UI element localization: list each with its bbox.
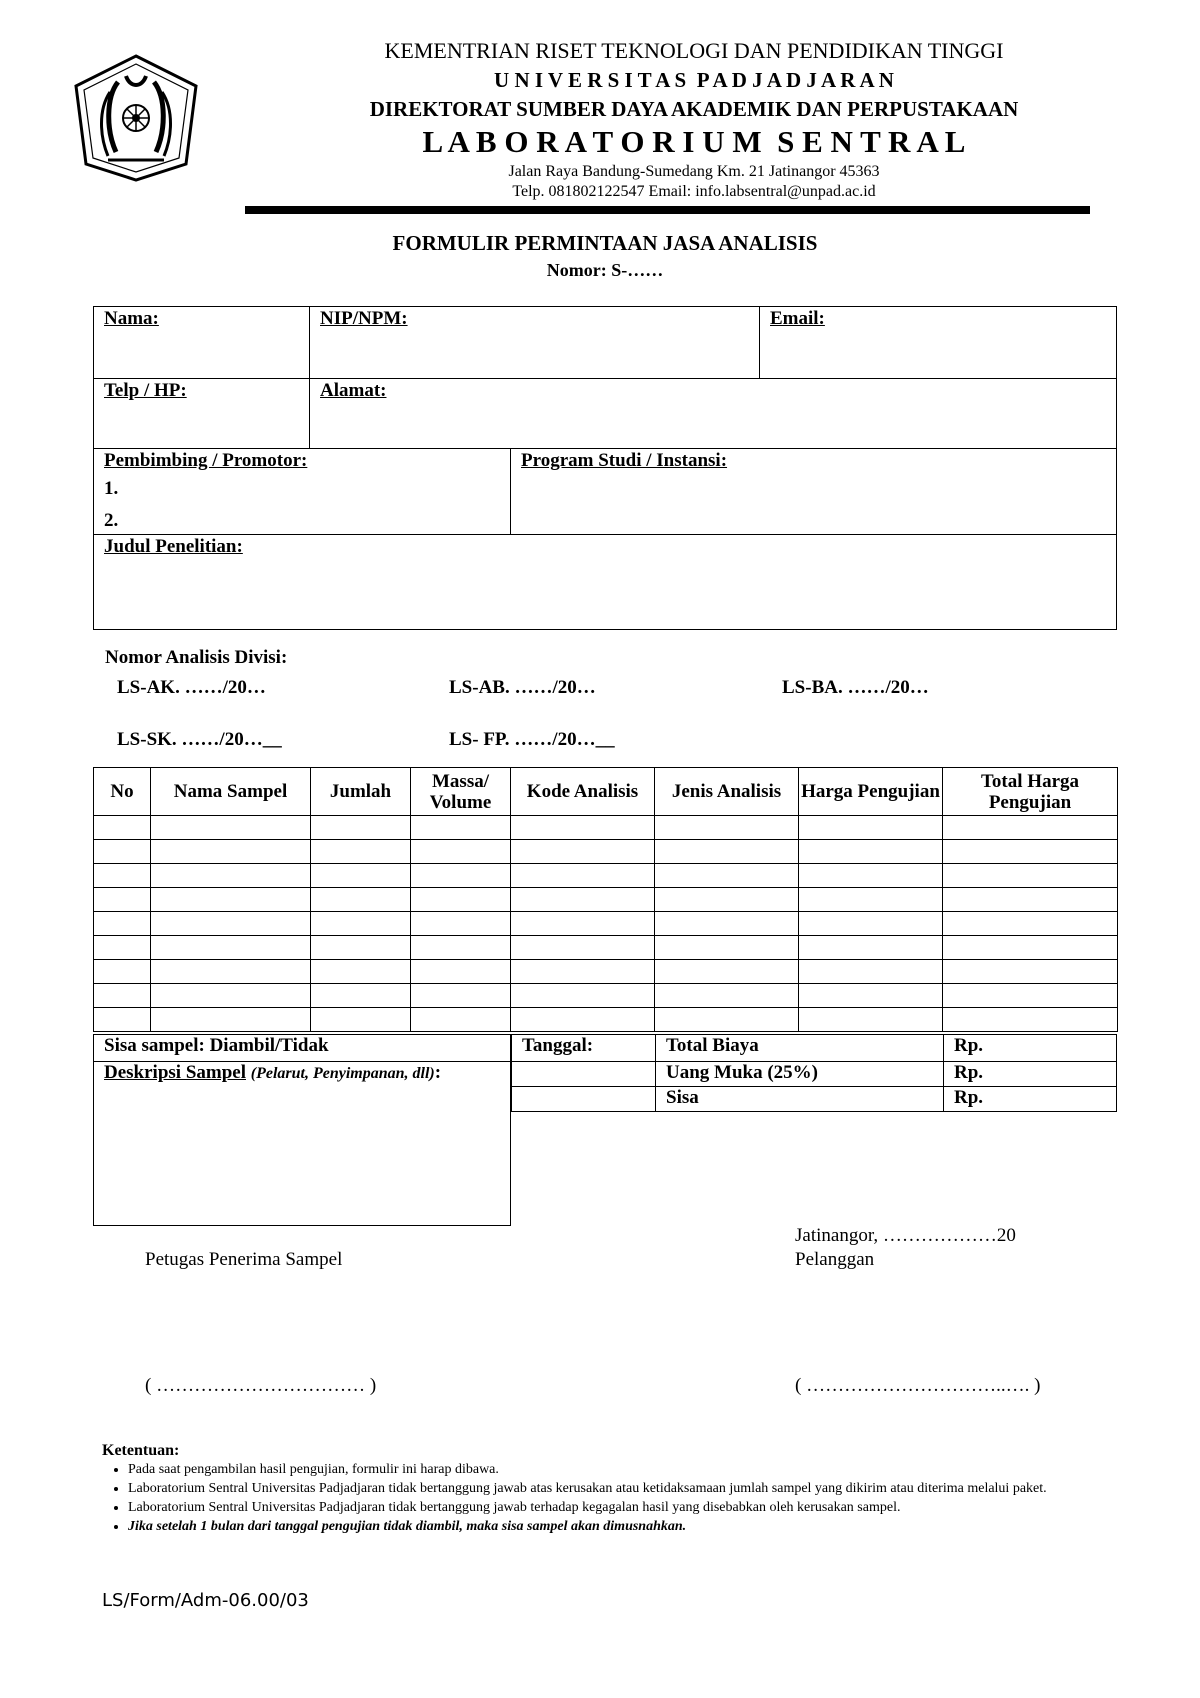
- place-date: Jatinangor, ………………20: [795, 1225, 1016, 1246]
- table-cell[interactable]: [799, 888, 943, 912]
- table-row: [94, 816, 1118, 840]
- table-cell[interactable]: [151, 936, 311, 960]
- table-cell[interactable]: [94, 840, 151, 864]
- table-cell[interactable]: [94, 1008, 151, 1032]
- petugas-label: Petugas Penerima Sampel: [145, 1249, 343, 1270]
- table-cell[interactable]: [411, 840, 511, 864]
- table-cell[interactable]: [94, 984, 151, 1008]
- table-cell[interactable]: [94, 960, 151, 984]
- table-cell[interactable]: [943, 984, 1118, 1008]
- alamat-field[interactable]: Alamat:: [320, 380, 387, 401]
- table-cell[interactable]: [151, 864, 311, 888]
- table-cell[interactable]: [151, 912, 311, 936]
- uang-muka-label: Uang Muka (25%): [666, 1062, 819, 1083]
- table-cell[interactable]: [151, 984, 311, 1008]
- table-cell[interactable]: [151, 1008, 311, 1032]
- sample-table-body: [94, 816, 1118, 1032]
- table-cell[interactable]: [511, 888, 655, 912]
- table-row: [94, 936, 1118, 960]
- table-cell[interactable]: [799, 864, 943, 888]
- form-code: LS/Form/Adm-06.00/03: [102, 1590, 309, 1611]
- table-cell[interactable]: [94, 864, 151, 888]
- table-cell[interactable]: [411, 936, 511, 960]
- table-cell[interactable]: [411, 864, 511, 888]
- table-cell[interactable]: [411, 984, 511, 1008]
- col-header-total-harga: Total Harga Pengujian: [943, 768, 1118, 816]
- uang-muka-rp[interactable]: Rp.: [954, 1062, 984, 1083]
- telp-field[interactable]: Telp / HP:: [104, 380, 187, 401]
- header-divider: [245, 206, 1090, 214]
- table-row: [94, 864, 1118, 888]
- division-ls-ab: LS-AB. ……/20…: [449, 677, 596, 698]
- division-ls-ak: LS-AK. ……/20…: [117, 677, 266, 698]
- nip-npm-field[interactable]: NIP/NPM:: [320, 308, 408, 329]
- table-cell[interactable]: [311, 840, 411, 864]
- note-item: • Jika setelah 1 bulan dari tanggal pengujian tidak diambil, maka sisa sampel akan dimusnahkan.: [128, 1517, 1143, 1536]
- table-cell[interactable]: [511, 984, 655, 1008]
- col-header-massa-volume: Massa/ Volume: [411, 768, 511, 816]
- col-header-kode-analisis: Kode Analisis: [511, 768, 655, 816]
- table-cell[interactable]: [511, 864, 655, 888]
- table-cell[interactable]: [311, 888, 411, 912]
- form-number: Nomor: S-……: [546, 260, 664, 280]
- table-cell[interactable]: [799, 912, 943, 936]
- sisa-sampel-label: Sisa sampel: Diambil/Tidak: [104, 1035, 329, 1056]
- table-cell[interactable]: [655, 960, 799, 984]
- table-cell[interactable]: [655, 984, 799, 1008]
- division-title: Nomor Analisis Divisi:: [105, 647, 288, 668]
- table-cell[interactable]: [655, 936, 799, 960]
- table-cell[interactable]: [511, 936, 655, 960]
- table-cell[interactable]: [94, 888, 151, 912]
- table-cell[interactable]: [94, 936, 151, 960]
- ministry-name: KEMENTRIAN RISET TEKNOLOGI DAN PENDIDIKAN TINGGI: [384, 38, 1004, 63]
- table-cell[interactable]: [655, 888, 799, 912]
- division-ls-sk: LS-SK. ……/20…__: [117, 729, 282, 750]
- university-name: U N I V E R S I T A S P A D J A D J A R A N: [494, 68, 894, 92]
- pembimbing-field[interactable]: Pembimbing / Promotor:: [104, 450, 308, 471]
- table-cell[interactable]: [655, 816, 799, 840]
- table-cell[interactable]: [943, 864, 1118, 888]
- table-cell[interactable]: [311, 960, 411, 984]
- table-cell[interactable]: [311, 912, 411, 936]
- pembimbing-1: 1.: [104, 478, 119, 499]
- lab-name: L A B O R A T O R I U M S E N T R A L: [422, 124, 966, 159]
- table-row: [94, 912, 1118, 936]
- table-row: [94, 888, 1118, 912]
- pelanggan-label: Pelanggan: [795, 1249, 875, 1270]
- note-item: • Pada saat pengambilan hasil pengujian, formulir ini harap dibawa.: [128, 1460, 1143, 1479]
- table-cell[interactable]: [943, 1008, 1118, 1032]
- table-cell[interactable]: [151, 960, 311, 984]
- notes-list: [102, 1460, 1143, 1536]
- deskripsi-sampel-label: Deskripsi Sampel: [104, 1062, 246, 1083]
- table-cell[interactable]: [311, 816, 411, 840]
- table-cell[interactable]: [151, 816, 311, 840]
- pembimbing-2: 2.: [104, 510, 119, 531]
- table-cell[interactable]: [943, 936, 1118, 960]
- table-cell[interactable]: [799, 936, 943, 960]
- total-biaya-label: Total Biaya: [666, 1035, 759, 1056]
- tanggal-label: Tanggal:: [522, 1035, 594, 1056]
- table-row: [94, 840, 1118, 864]
- table-cell[interactable]: [411, 816, 511, 840]
- table-cell[interactable]: [655, 912, 799, 936]
- form-title: FORMULIR PERMINTAAN JASA ANALISIS: [392, 231, 818, 255]
- table-cell[interactable]: [943, 960, 1118, 984]
- table-cell[interactable]: [311, 1008, 411, 1032]
- table-cell[interactable]: [799, 816, 943, 840]
- table-cell[interactable]: [655, 840, 799, 864]
- table-cell[interactable]: [411, 888, 511, 912]
- total-biaya-rp[interactable]: Rp.: [954, 1035, 984, 1056]
- table-row: [94, 984, 1118, 1008]
- table-cell[interactable]: [799, 840, 943, 864]
- table-cell[interactable]: [151, 888, 311, 912]
- table-cell[interactable]: [311, 864, 411, 888]
- table-header-row: [94, 768, 1118, 816]
- table-cell[interactable]: [151, 840, 311, 864]
- table-cell[interactable]: [799, 1008, 943, 1032]
- col-header-no: No: [94, 768, 151, 816]
- table-cell[interactable]: [94, 816, 151, 840]
- table-cell[interactable]: [511, 1008, 655, 1032]
- deskripsi-sampel-colon: :: [434, 1062, 442, 1083]
- lab-address: Jalan Raya Bandung-Sumedang Km. 21 Jatinangor 45363: [508, 163, 880, 180]
- note-item: • Laboratorium Sentral Universitas Padjadjaran tidak bertanggung jawab terhadap kegagalan hasil yang disebabkan oleh kerusakan sampel.: [128, 1498, 1143, 1517]
- table-cell[interactable]: [411, 960, 511, 984]
- table-cell[interactable]: [511, 816, 655, 840]
- sisa-label: Sisa: [666, 1087, 699, 1108]
- table-row: [94, 960, 1118, 984]
- notes-title: Ketentuan:: [102, 1442, 180, 1459]
- table-cell[interactable]: [799, 984, 943, 1008]
- table-cell[interactable]: [943, 912, 1118, 936]
- col-header-harga-pengujian: Harga Pengujian: [799, 768, 943, 816]
- table-cell[interactable]: [311, 984, 411, 1008]
- petugas-signature-blank[interactable]: ( …………………………… ): [145, 1375, 377, 1396]
- table-cell[interactable]: [311, 936, 411, 960]
- directorate-name: DIREKTORAT SUMBER DAYA AKADEMIK DAN PERPUSTAKAAN: [369, 97, 1019, 121]
- sisa-rp[interactable]: Rp.: [954, 1087, 984, 1108]
- table-cell[interactable]: [943, 816, 1118, 840]
- judul-field[interactable]: Judul Penelitian:: [104, 536, 243, 557]
- nama-field[interactable]: Nama:: [104, 308, 159, 329]
- prodi-field[interactable]: Program Studi / Instansi:: [521, 450, 728, 471]
- sample-table: [93, 767, 1118, 1032]
- table-cell[interactable]: [799, 960, 943, 984]
- lab-contact: Telp. 081802122547 Email: info.labsentral@unpad.ac.id: [512, 183, 876, 200]
- pelanggan-signature-blank[interactable]: ( …………………………..…. ): [795, 1375, 1041, 1396]
- col-header-nama-sampel: Nama Sampel: [151, 768, 311, 816]
- table-cell[interactable]: [511, 840, 655, 864]
- note-item: • Laboratorium Sentral Universitas Padjadjaran tidak bertanggung jawab atas kerusakan atau ketidaksamaan jumlah sampel yang dikirim atau diterima melalui paket.: [128, 1479, 1143, 1498]
- division-ls-ba: LS-BA. ……/20…: [782, 677, 929, 698]
- table-cell[interactable]: [943, 840, 1118, 864]
- table-cell[interactable]: [411, 1008, 511, 1032]
- col-header-jenis-analisis: Jenis Analisis: [655, 768, 799, 816]
- col-header-jumlah: Jumlah: [311, 768, 411, 816]
- deskripsi-sampel-note: (Pelarut, Penyimpanan, dll): [250, 1065, 435, 1082]
- table-cell[interactable]: [411, 912, 511, 936]
- table-cell[interactable]: [655, 864, 799, 888]
- table-cell[interactable]: [511, 912, 655, 936]
- email-field[interactable]: Email:: [770, 308, 825, 329]
- table-cell[interactable]: [655, 1008, 799, 1032]
- division-ls-fp: LS- FP. ……/20…__: [449, 729, 615, 750]
- table-cell[interactable]: [943, 888, 1118, 912]
- table-cell[interactable]: [94, 912, 151, 936]
- table-row: [94, 1008, 1118, 1032]
- table-cell[interactable]: [511, 960, 655, 984]
